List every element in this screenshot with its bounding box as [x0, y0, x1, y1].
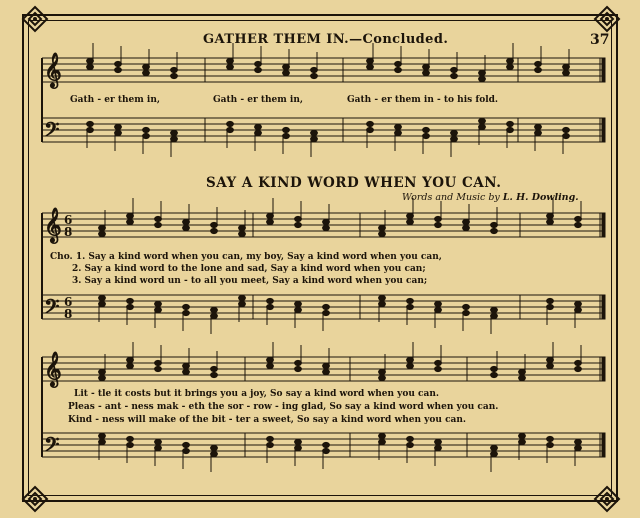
note-head	[127, 442, 134, 447]
note-head	[435, 366, 442, 371]
note-head	[367, 64, 374, 69]
note-head	[311, 73, 318, 78]
note-head	[211, 366, 218, 371]
treble-clef-icon: 𝄞	[44, 352, 62, 387]
note-head	[547, 436, 554, 441]
note-head	[323, 304, 330, 309]
note-head	[211, 313, 218, 318]
note-head	[435, 360, 442, 365]
note-head	[211, 222, 218, 227]
time-signature-bottom: 8	[64, 307, 73, 321]
verse-line: Cho. 1. Say a kind word when you can, my boy, Say a kind word when you can,	[50, 252, 442, 262]
note-head	[451, 73, 458, 78]
note-head	[407, 357, 414, 362]
note-head	[407, 213, 414, 218]
note-head	[183, 363, 190, 368]
note-head	[115, 124, 122, 129]
note-head	[155, 366, 162, 371]
note-head	[323, 448, 330, 453]
note-head	[211, 228, 218, 233]
note-head	[547, 363, 554, 368]
note-head	[575, 307, 582, 312]
note-head	[379, 439, 386, 444]
lyric-line: Gath - er them in,	[70, 95, 160, 105]
note-head	[183, 448, 190, 453]
note-head	[547, 304, 554, 309]
note-head	[451, 136, 458, 141]
note-head	[87, 58, 94, 63]
note-head	[323, 219, 330, 224]
note-head	[379, 433, 386, 438]
note-head	[491, 372, 498, 377]
note-head	[155, 216, 162, 221]
note-head	[99, 433, 106, 438]
note-head	[563, 127, 570, 132]
note-head	[155, 360, 162, 365]
note-head	[463, 304, 470, 309]
note-head	[323, 310, 330, 315]
note-head	[435, 222, 442, 227]
note-head	[395, 61, 402, 66]
bass-clef-icon: 𝄢	[44, 432, 60, 461]
note-head	[87, 64, 94, 69]
note-head	[211, 372, 218, 377]
note-head	[435, 307, 442, 312]
note-head	[395, 124, 402, 129]
note-head	[535, 130, 542, 135]
note-head	[155, 307, 162, 312]
note-head	[267, 219, 274, 224]
note-head	[379, 301, 386, 306]
note-head	[379, 295, 386, 300]
treble-clef-icon: 𝄞	[44, 53, 62, 88]
note-head	[311, 130, 318, 135]
note-head	[99, 439, 106, 444]
note-head	[407, 436, 414, 441]
note-head	[227, 64, 234, 69]
note-head	[99, 225, 106, 230]
note-head	[283, 64, 290, 69]
note-head	[183, 304, 190, 309]
final-barline	[602, 433, 605, 457]
note-head	[239, 231, 246, 236]
note-head	[423, 133, 430, 138]
note-head	[575, 301, 582, 306]
note-head	[143, 70, 150, 75]
note-head	[115, 61, 122, 66]
note-head	[507, 64, 514, 69]
note-head	[407, 442, 414, 447]
note-head	[211, 445, 218, 450]
note-head	[519, 375, 526, 380]
note-head	[491, 366, 498, 371]
note-head	[311, 136, 318, 141]
note-head	[575, 216, 582, 221]
note-head	[295, 216, 302, 221]
note-head	[435, 301, 442, 306]
note-head	[423, 64, 430, 69]
note-head	[563, 133, 570, 138]
note-head	[479, 118, 486, 123]
note-head	[491, 313, 498, 318]
credit-author: L. H. Dowling.	[502, 192, 579, 203]
final-barline	[602, 295, 605, 319]
note-head	[435, 216, 442, 221]
note-head	[407, 219, 414, 224]
verse-line: 2. Say a kind word to the lone and sad, Say a kind word when you can;	[72, 264, 426, 274]
note-head	[267, 298, 274, 303]
final-barline	[602, 213, 605, 237]
note-head	[267, 442, 274, 447]
note-head	[379, 369, 386, 374]
note-head	[479, 124, 486, 129]
note-head	[211, 307, 218, 312]
page-number: 37	[590, 32, 610, 48]
note-head	[171, 130, 178, 135]
note-head	[323, 363, 330, 368]
note-head	[295, 222, 302, 227]
note-head	[423, 70, 430, 75]
note-head	[127, 298, 134, 303]
note-head	[479, 70, 486, 75]
verse-line: Lit - tle it costs but it brings you a joy, So say a kind word when you can.	[74, 389, 440, 399]
note-head	[519, 439, 526, 444]
note-head	[143, 133, 150, 138]
note-head	[183, 310, 190, 315]
note-head	[255, 130, 262, 135]
note-head	[155, 222, 162, 227]
note-head	[99, 375, 106, 380]
note-head	[535, 67, 542, 72]
note-head	[519, 369, 526, 374]
note-head	[155, 439, 162, 444]
note-head	[255, 124, 262, 129]
note-head	[283, 133, 290, 138]
note-head	[295, 366, 302, 371]
note-head	[87, 121, 94, 126]
note-head	[143, 127, 150, 132]
note-head	[463, 310, 470, 315]
time-signature-top: 6	[64, 295, 73, 309]
note-head	[575, 445, 582, 450]
note-head	[227, 121, 234, 126]
final-barline	[602, 357, 605, 381]
note-head	[323, 369, 330, 374]
note-head	[239, 295, 246, 300]
note-head	[379, 375, 386, 380]
note-head	[115, 67, 122, 72]
verse-line: Pleas - ant - ness mak - eth the sor - row - ing glad, So say a kind word when you can.	[68, 402, 499, 412]
note-head	[127, 357, 134, 362]
note-head	[563, 64, 570, 69]
note-head	[295, 439, 302, 444]
note-head	[479, 76, 486, 81]
bass-clef-icon: 𝄢	[44, 294, 60, 323]
lyric-line: Gath - er them in,	[213, 95, 303, 105]
note-head	[171, 73, 178, 78]
note-head	[127, 363, 134, 368]
note-head	[227, 127, 234, 132]
note-head	[575, 222, 582, 227]
note-head	[143, 64, 150, 69]
time-signature-bottom: 8	[64, 225, 73, 239]
hymn-title: SAY A KIND WORD WHEN YOU CAN.	[206, 175, 502, 191]
note-head	[267, 436, 274, 441]
note-head	[575, 360, 582, 365]
note-head	[127, 304, 134, 309]
note-head	[407, 363, 414, 368]
note-head	[115, 130, 122, 135]
note-head	[547, 442, 554, 447]
note-head	[99, 301, 106, 306]
note-head	[507, 58, 514, 63]
note-head	[379, 231, 386, 236]
note-head	[367, 127, 374, 132]
note-head	[435, 439, 442, 444]
note-head	[507, 121, 514, 126]
note-head	[267, 357, 274, 362]
note-head	[563, 70, 570, 75]
note-head	[491, 228, 498, 233]
lyric-line: Gath - er them in - to his fold.	[347, 95, 499, 105]
credit-prefix: Words and Music by	[402, 192, 500, 203]
treble-clef-icon: 𝄞	[44, 208, 62, 243]
final-barline	[602, 58, 605, 82]
note-head	[255, 61, 262, 66]
note-head	[171, 67, 178, 72]
note-head	[507, 127, 514, 132]
note-head	[395, 130, 402, 135]
note-head	[311, 67, 318, 72]
note-head	[451, 130, 458, 135]
note-head	[451, 67, 458, 72]
note-head	[183, 219, 190, 224]
note-head	[99, 295, 106, 300]
note-head	[379, 225, 386, 230]
note-head	[155, 445, 162, 450]
verse-line: 3. Say a kind word un - to all you meet, Say a kind word when you can;	[72, 276, 428, 286]
note-head	[99, 231, 106, 236]
note-head	[255, 67, 262, 72]
note-head	[99, 369, 106, 374]
note-head	[519, 433, 526, 438]
note-head	[395, 67, 402, 72]
note-head	[295, 307, 302, 312]
note-head	[463, 219, 470, 224]
note-head	[295, 360, 302, 365]
note-head	[127, 219, 134, 224]
note-head	[211, 451, 218, 456]
note-head	[87, 127, 94, 132]
note-head	[171, 136, 178, 141]
note-head	[547, 219, 554, 224]
note-head	[295, 301, 302, 306]
note-head	[295, 445, 302, 450]
note-head	[547, 213, 554, 218]
note-head	[423, 127, 430, 132]
bass-clef-icon: 𝄢	[44, 117, 60, 146]
note-head	[283, 70, 290, 75]
note-head	[435, 445, 442, 450]
note-head	[183, 225, 190, 230]
note-head	[267, 363, 274, 368]
note-head	[491, 445, 498, 450]
note-head	[407, 304, 414, 309]
final-barline	[602, 118, 605, 142]
note-head	[323, 225, 330, 230]
note-head	[267, 213, 274, 218]
note-head	[239, 225, 246, 230]
note-head	[283, 127, 290, 132]
verse-line: Kind - ness will make of the bit - ter a sweet, So say a kind word when you can.	[68, 415, 467, 425]
note-head	[227, 58, 234, 63]
time-signature-top: 6	[64, 213, 73, 227]
note-head	[491, 222, 498, 227]
note-head	[463, 225, 470, 230]
note-head	[491, 451, 498, 456]
note-head	[367, 58, 374, 63]
note-head	[323, 442, 330, 447]
note-head	[367, 121, 374, 126]
note-head	[575, 439, 582, 444]
note-head	[547, 298, 554, 303]
note-head	[407, 298, 414, 303]
note-head	[535, 124, 542, 129]
note-head	[491, 307, 498, 312]
note-head	[127, 436, 134, 441]
note-head	[267, 304, 274, 309]
note-head	[155, 301, 162, 306]
note-head	[535, 61, 542, 66]
note-head	[183, 442, 190, 447]
note-head	[575, 366, 582, 371]
hymn-title-concluded: GATHER THEM IN.—Concluded.	[203, 32, 449, 47]
note-head	[547, 357, 554, 362]
note-head	[183, 369, 190, 374]
note-head	[127, 213, 134, 218]
note-head	[239, 301, 246, 306]
